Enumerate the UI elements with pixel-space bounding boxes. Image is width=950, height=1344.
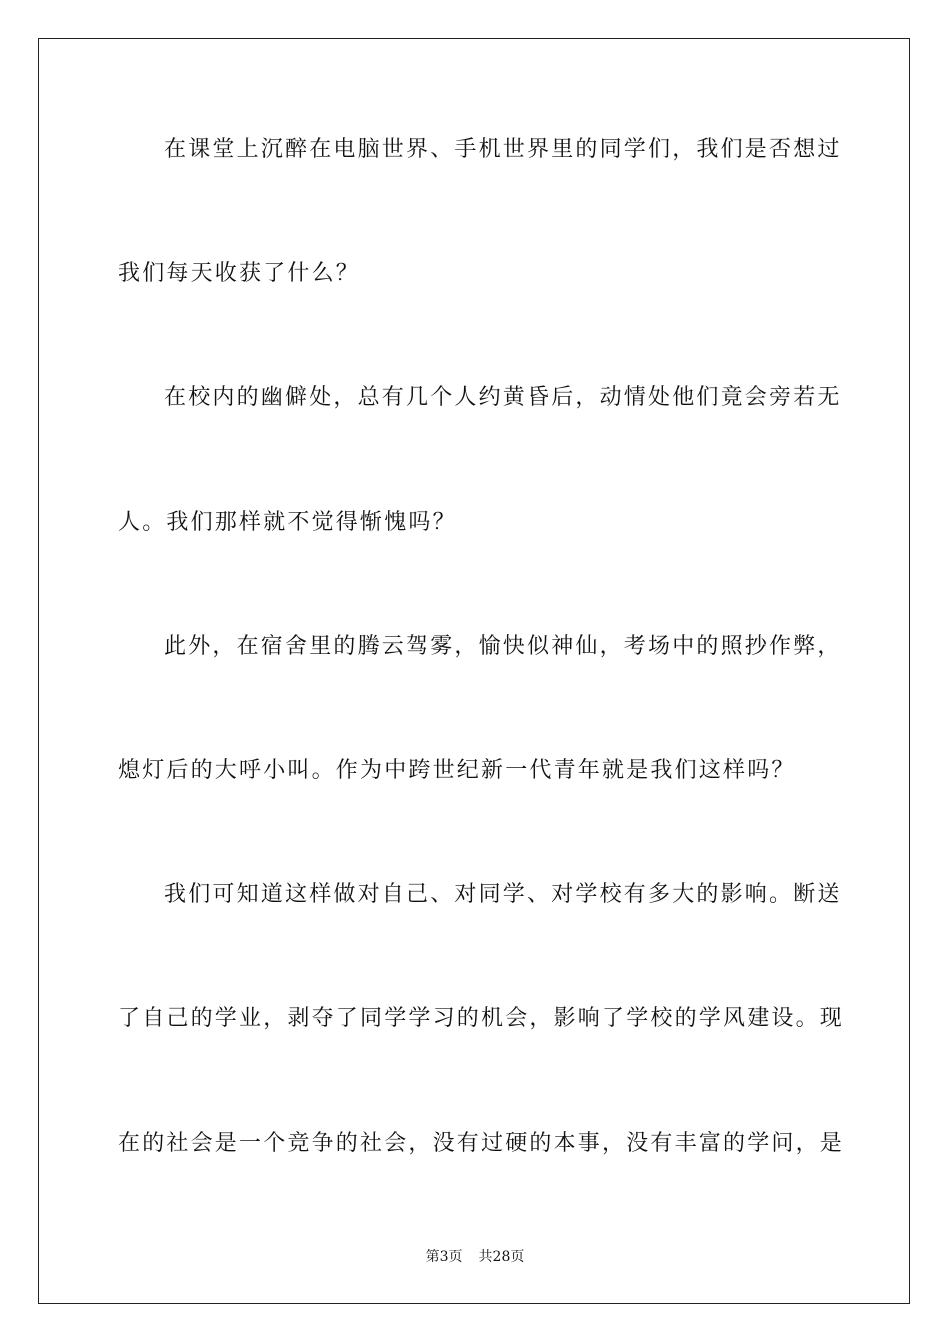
page-footer [0,1248,950,1266]
page-number: 第3页 [425,1249,463,1265]
paragraph-line: 熄灯后的大呼小叫。作为中跨世纪新一代青年就是我们这样吗？ [118,758,796,783]
paragraph-line: 在校内的幽僻处，总有几个人约黄昏后，动情处他们竟会旁若无 [164,385,842,410]
paragraph-line: 在的社会是一个竞争的社会，没有过硬的本事，没有丰富的学问，是 [118,1131,845,1156]
paragraph-line: 人。我们那样就不觉得惭愧吗？ [118,510,457,535]
paragraph-line: 我们可知道这样做对自己、对同学、对学校有多大的影响。断送 [164,882,842,907]
paragraph-line: 我们每天收获了什么？ [118,261,361,286]
paragraph-line: 了自己的学业，剥夺了同学学习的机会，影响了学校的学风建设。现 [118,1006,845,1031]
total-pages: 共28页 [478,1249,525,1265]
paragraph-line: 在课堂上沉醉在电脑世界、手机世界里的同学们，我们是否想过 [164,137,842,162]
page-border [38,38,910,1304]
paragraph-line: 此外，在宿舍里的腾云驾雾，愉快似神仙，考场中的照抄作弊， [164,634,842,659]
